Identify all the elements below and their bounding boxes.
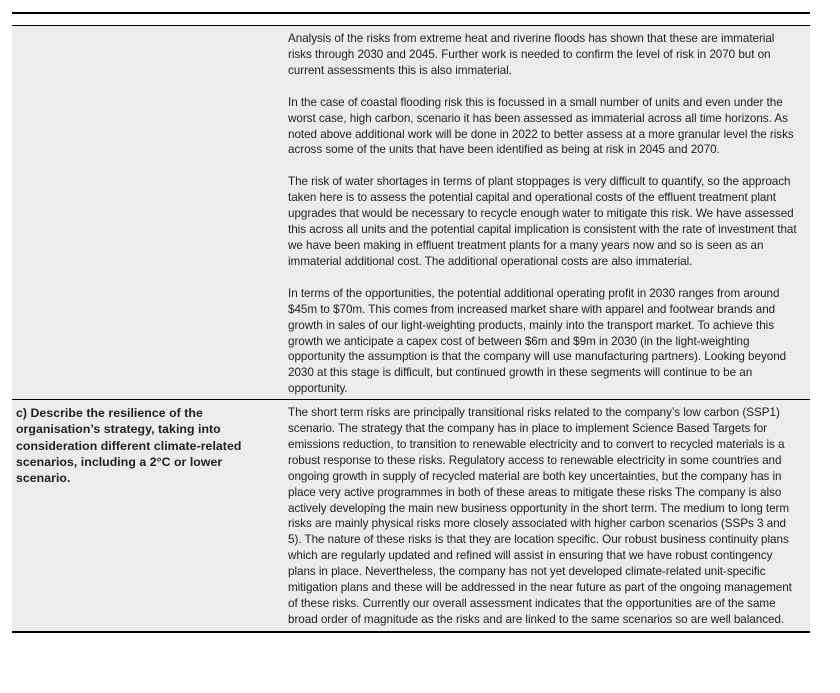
paragraph-strategy-resilience: The short term risks are principally transitional risks related to the company’s low carbon (SSP1) scenario. The strategy that the company has in place to implement Science Based Targets for emissions reduction, to transition to renewable electricity and to convert to recycled materials is a robust response to these risks. Regulatory access to renewable electricity in some countries and ongoing growth in supply of recycled material are both key uncertainties, but the company has in place very active programmes in both of these areas to mitigate these risks The company is also actively developing the main new business opportunity in the short term. The medium to long term risks are mainly physical risks more closely associated with higher carbon scenarios (SSPs 3 and 5). The nature of these risks is that they are location specific. Our robust business continuity plans which are regularly updated and refined will assist in ensuring that we have robust contingency plans in place. Nevertheless, the company has not yet developed climate-related unit-specific mitigation plans and these will be addressed in the near future as part of the ongoing management of these risks. Currently our overall assessment indicates that the opportunities are of the same broad order of magnitude as the risks and are linked to the same scenarios so are well balanced. [288,406,792,626]
table-row [12,399,810,633]
recommendation-text: c) Describe the resilience of the organisation’s strategy, taking into consideration different climate-related scenarios, including a 2°C or lower scenario. [16,406,242,485]
paragraph-coastal-flooding: In the case of coastal flooding risk this is focussed in a small number of units and even under the worst case, high carbon, scenario it has been assessed as immaterial across all time horizons. As noted above additional work will be done in 2022 to better assess at a more granular level the risks across some of the units that have been identified as being at risk in 2045 and 2070. [288,95,794,157]
table-top-rule [12,12,810,14]
tcfd-disclosure-table [12,25,810,633]
disclosure-cell [284,400,810,631]
recommendation-cell [12,26,284,399]
paragraph-opportunities: In terms of the opportunities, the potential additional operating profit in 2030 ranges from around $45m to $70m. This comes from increased market share with apparel and footwear brands and growth in sales of our light-weighting products, mainly into the transport market. To achieve this growth we anticipate a capex cost of between $6m and $9m in 2030 (in the light-weighting opportunity the assumption is that the company will use manufacturing partners). Looking beyond 2030 at this stage is difficult, but continued growth in these segments will continue to be an opportunity. [288,286,787,396]
disclosure-cell [284,26,810,399]
recommendation-cell [12,400,284,631]
paragraph-heat-flood-risks: Analysis of the risks from extreme heat and riverine floods has shown that these are immaterial risks through 2030 and 2045. Further work is needed to confirm the level of risk in 2070 but on current assessments this is also immaterial. [288,32,775,77]
paragraph-water-shortages: The risk of water shortages in terms of plant stoppages is very difficult to quantify, so the approach taken here is to assess the potential capital and operational costs of the effluent treatment plant upgrades that would be necessary to recycle enough water to mitigate this risk. We have assessed this across all units and the potential capital implication is consistent with the rate of investment that we have been making in effluent treatment plants for a many years now and so is seen as an immaterial additional cost. The additional operational costs are also immaterial. [288,175,797,268]
table-row [12,26,810,399]
